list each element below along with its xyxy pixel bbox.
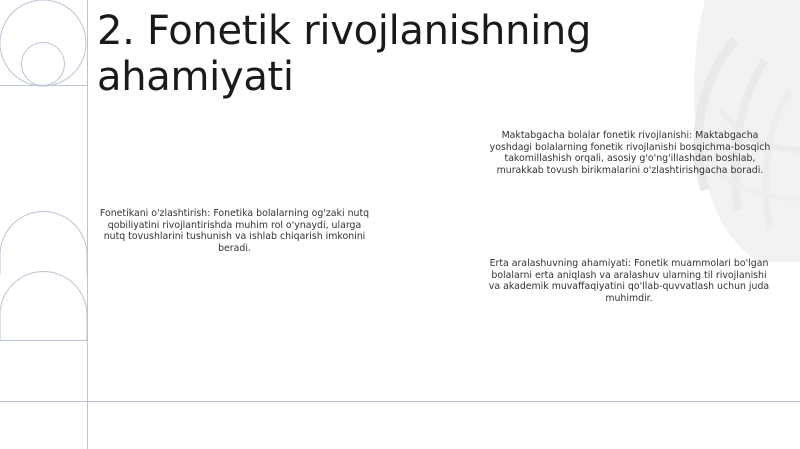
slide-title: 2. Fonetik rivojlanishning ahamiyati	[97, 8, 592, 100]
paragraph-mastering-phonetics: Fonetikani o'zlashtirish: Fonetika bolalarning og'zaki nutq qobiliyatini rivojlantirishda muhim rol o'ynaydi, ularga nutq tovushlarini tushunish va ishlab chiqarish imkonini beradi.	[99, 208, 370, 254]
paragraph-phonetic-development: Maktabgacha bolalar fonetik rivojlanishi: Maktabgacha yoshdagi bolalarning fonetik rivojlanishi bosqichma-bosqich takomillashish orqali, asosiy g'o'ng'illashdan boshlab, murakkab tovush birikmalarini o'zlashtirishgacha boradi.	[489, 130, 771, 176]
paragraph-early-intervention: Erta aralashuvning ahamiyati: Fonetik muammolari bo'lgan bolalarni erta aniqlash va aralashuv ularning til rivojlanishi va akademik muvaffaqiyatini qo'llab-quvvatlash uchun juda muhimdir.	[488, 258, 770, 304]
